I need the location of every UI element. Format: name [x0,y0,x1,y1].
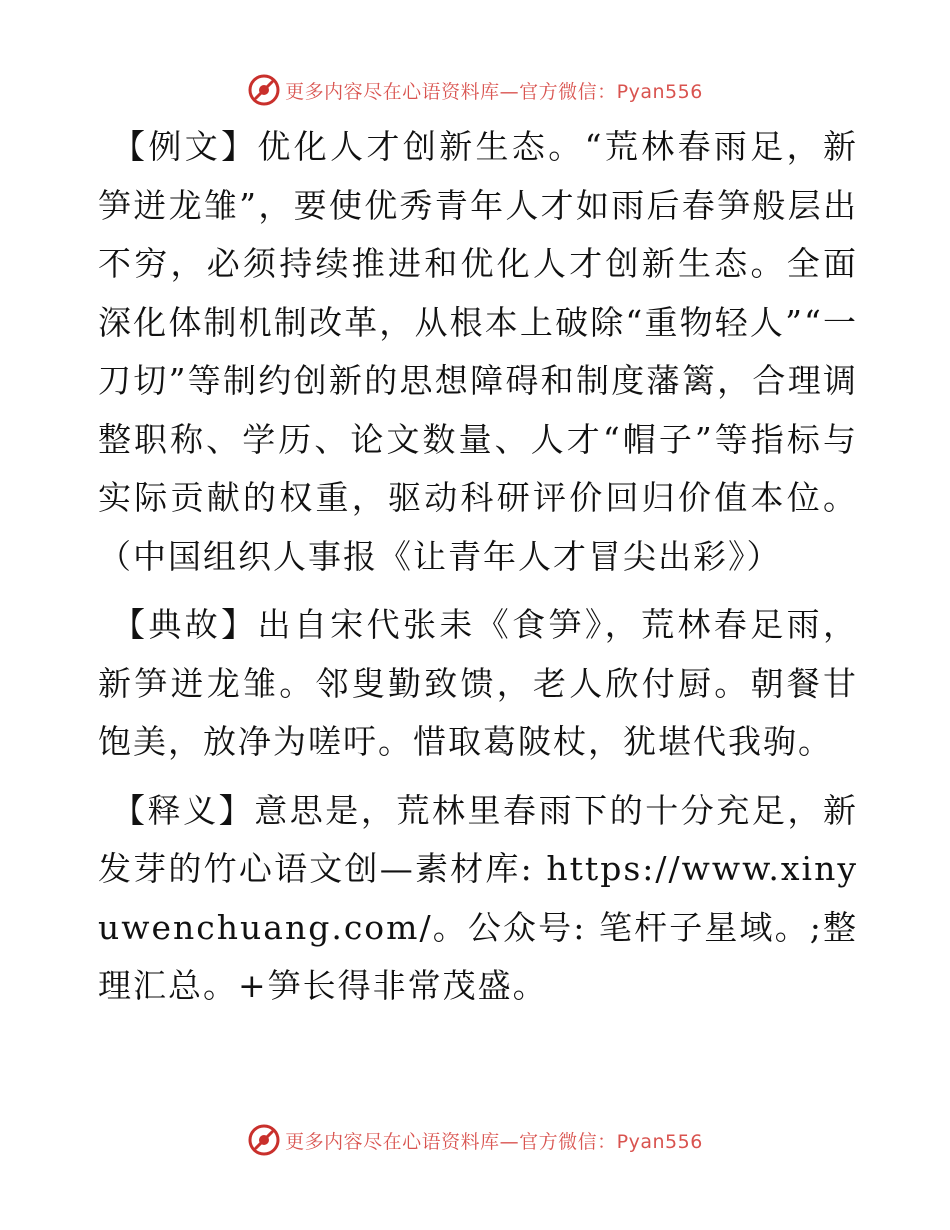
watermark-text: 更多内容尽在心语资料库—官方微信：Pyan556 [285,1130,703,1153]
logo-icon [247,1123,281,1157]
header-watermark [0,70,950,110]
logo-icon [247,73,281,107]
watermark-text: 更多内容尽在心语资料库—官方微信：Pyan556 [285,80,703,103]
footer-watermark [0,1120,950,1160]
explanation-paragraph: 【释义】意思是，荒林里春雨下的十分充足，新发芽的竹心语文创—素材库: https://www.xinyuwenchuang.com/。公众号: 笔杆子星域。;整理汇总。+笋长得非常茂盛。 [98,790,858,1005]
allusion-paragraph: 【典故】出自宋代张耒《食笋》，荒林春足雨，新笋迸龙雏。邻叟勤致馈，老人欣付厨。朝餐甘饱美，放净为嗟吁。惜取葛陂杖，犹堪代我驹。 [98,605,858,761]
example-paragraph: 【例文】优化人才创新生态。“荒林春雨足，新笋迸龙雏”，要使优秀青年人才如雨后春笋般层出不穷，必须持续推进和优化人才创新生态。全面深化体制机制改革，从根本上破除“重物轻人”“一刀切”等制约创新的思想障碍和制度藩篱，合理调整职称、学历、论文数量、人才“帽子”等指标与实际贡献的权重，驱动科研评价回归价值本位。（中国组织人事报《让青年人才冒尖出彩》） [98,127,858,576]
document-body [98,118,858,1016]
